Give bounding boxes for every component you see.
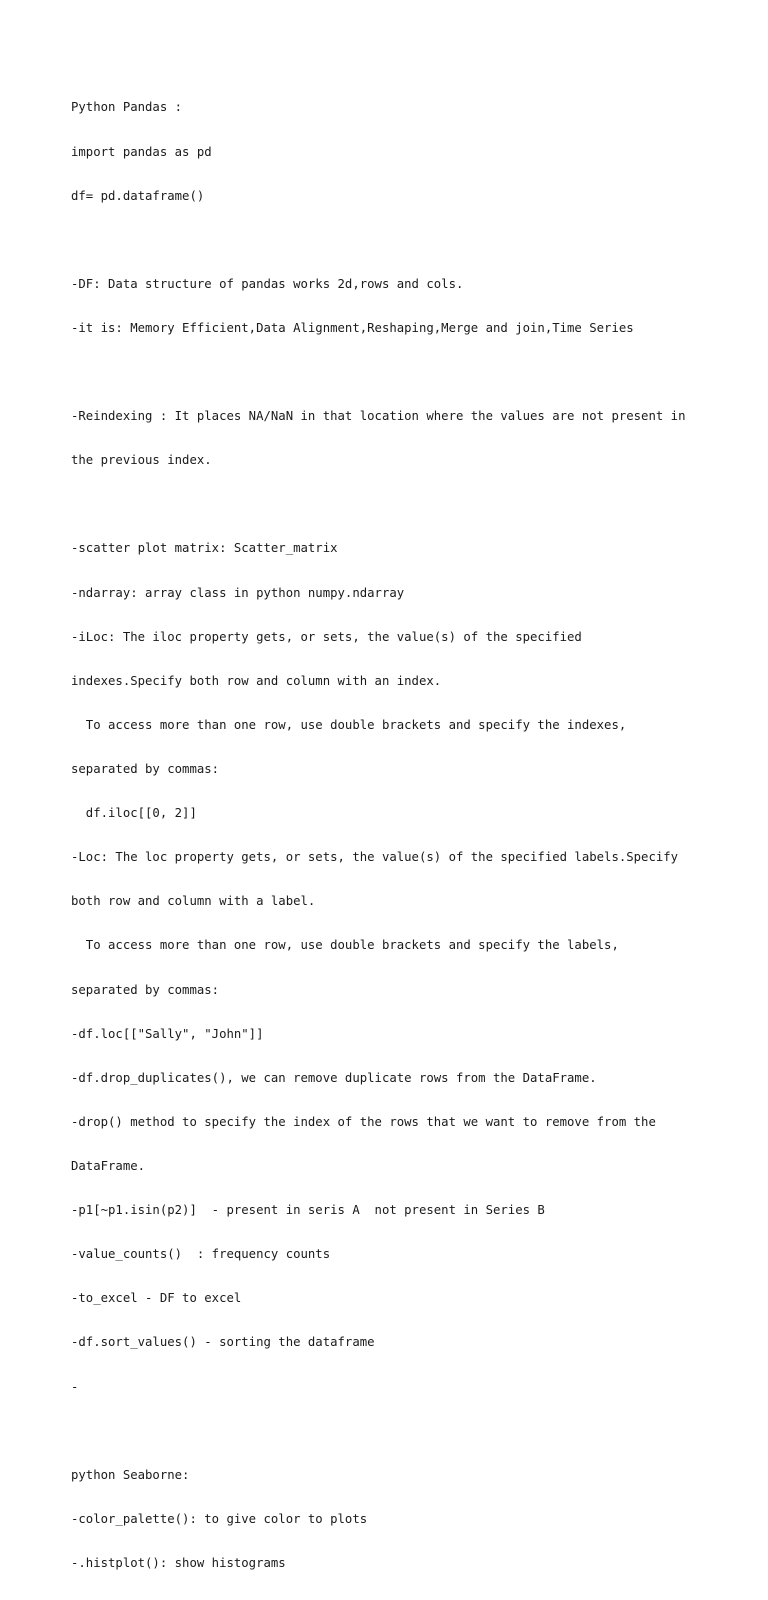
text-line: df.iloc[[0, 2]] [71,806,197,821]
text-line: python Seaborne: [71,1467,190,1482]
blank-line [71,365,721,380]
document-body [71,71,721,1600]
blank-line [71,497,721,512]
text-line: -to_excel - DF to excel [71,1291,242,1306]
text-line: -.histplot(): show histograms [71,1555,286,1570]
blank-line [71,1424,721,1439]
text-line: -value_counts() : frequency counts [71,1247,331,1262]
text-line: df= pd.dataframe() [71,188,205,203]
text-line: -scatter plot matrix: Scatter_matrix [71,541,338,556]
text-line: To access more than one row, use double brackets and specify the indexes, [71,717,627,732]
text-line: Python Pandas : [71,100,183,115]
text-line: -DF: Data structure of pandas works 2d,rows and cols. [71,276,464,291]
text-line: indexes.Specify both row and column with an index. [71,673,442,688]
text-line: -Reindexing : It places NA/NaN in that location where the values are not present in [71,409,686,424]
text-line: -color_palette(): to give color to plots [71,1511,368,1526]
text-line: -df.sort_values() - sorting the dataframe [71,1335,375,1350]
blank-line [71,233,721,248]
text-line: -p1[~p1.isin(p2)] - present in seris A not present in Series B [71,1203,545,1218]
text-line: -ndarray: array class in python numpy.ndarray [71,585,405,600]
text-line: -iLoc: The iloc property gets, or sets, the value(s) of the specified [71,629,582,644]
text-line: -df.drop_duplicates(), we can remove duplicate rows from the DataFrame. [71,1070,597,1085]
text-line: To access more than one row, use double brackets and specify the labels, [71,938,619,953]
text-line: separated by commas: [71,762,220,776]
text-line: DataFrame. [71,1158,146,1173]
text-line: -df.loc[["Sally", "John"]] [71,1026,264,1041]
text-line: - [71,1379,79,1394]
text-line: -Loc: The loc property gets, or sets, the value(s) of the specified labels.Specify [71,850,679,865]
text-line: -it is: Memory Efficient,Data Alignment,Reshaping,Merge and join,Time Series [71,320,634,335]
text-line: separated by commas: [71,982,220,997]
text-line: -drop() method to specify the index of the rows that we want to remove from the [71,1114,656,1129]
text-line: both row and column with a label. [71,894,316,909]
text-line: import pandas as pd [71,144,212,159]
text-line: the previous index. [71,453,212,468]
